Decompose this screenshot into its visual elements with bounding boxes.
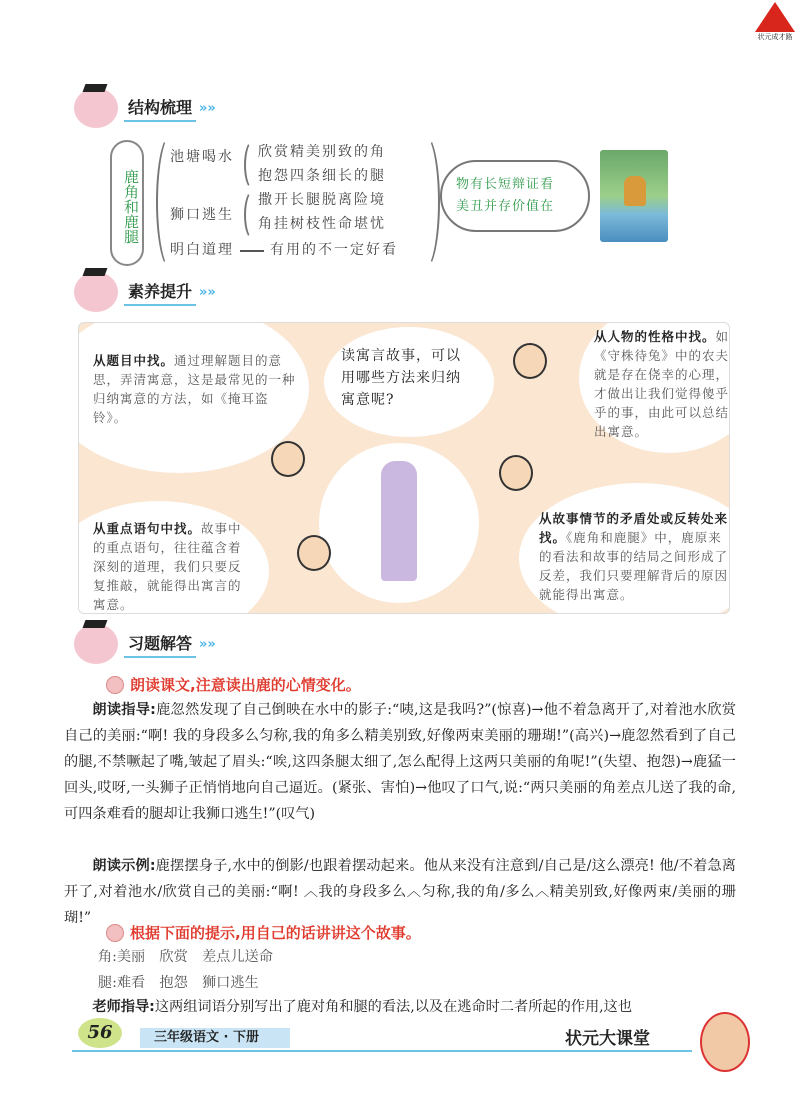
teacher-guide: 老师指导:这两组词语分别写出了鹿对角和腿的看法,以及在逃命时二者所起的作用,这也: [92, 999, 633, 1015]
question-text: 根据下面的提示,用自己的话讲讲这个故事。: [130, 924, 421, 942]
right-brace: [410, 134, 440, 270]
question-text: 朗读课文,注意读出鹿的心情变化。: [130, 676, 361, 694]
chevrons-icon: »»: [199, 284, 216, 300]
question-number-2-icon: [106, 924, 124, 942]
center-question: 读寓言故事，可以用哪些方法来归纳寓意呢?: [341, 348, 461, 408]
page-number: 56: [78, 1018, 122, 1048]
row-label: 明白道理: [170, 242, 234, 258]
boy-avatar: [297, 535, 331, 571]
summary-line: 物有长短辩证看: [456, 177, 555, 192]
footer-rule: [72, 1050, 692, 1052]
section-title: 习题解答: [124, 631, 196, 658]
tip-character: 从人物的性格中找。如《守株待兔》中的农夫就是存在侥幸的心理，才做出让我们觉得傻乎乎的事，由此可以总结出寓意。: [594, 329, 730, 439]
row-item: 有用的不一定好看: [270, 242, 398, 258]
section-header-exercises: [74, 624, 216, 664]
reading-student-icon: [74, 88, 118, 128]
row-item: 角挂树枝性命堪忧: [258, 216, 386, 232]
hint-legs: 腿:难看 抱怨 狮口逃生: [97, 975, 259, 991]
girl-avatar: [271, 441, 305, 477]
row-item: 欣赏精美别致的角: [258, 144, 386, 160]
girl-pigtails-avatar: [499, 455, 533, 491]
deer-illustration: [600, 150, 668, 242]
boy-hat-avatar: [513, 343, 547, 379]
section-header-structure: [74, 88, 216, 128]
brand-name: 状元大课堂: [565, 1029, 650, 1049]
chevrons-icon: »»: [199, 636, 216, 652]
tip-key-sentences: 从重点语句中找。故事中的重点语句，往往蕴含着深刻的道理，我们只要反复推敲，就能得出寓言的寓意。: [93, 521, 242, 612]
section-title: 结构梳理: [124, 95, 196, 122]
tips-panel: [78, 322, 730, 614]
question-number-1-icon: [106, 676, 124, 694]
row-item: 撒开长腿脱离险境: [258, 192, 386, 208]
question-2: [106, 922, 421, 943]
dash: [240, 250, 264, 252]
graduate-student-icon: [74, 624, 118, 664]
teacher-figure: [381, 461, 417, 581]
hint-horn: 角:美丽 欣赏 差点儿送命: [97, 949, 273, 965]
row-label: 狮口逃生: [170, 207, 234, 223]
row-label: 池塘喝水: [170, 149, 234, 165]
row-item: 抱怨四条细长的腿: [258, 168, 386, 184]
summary-line: 美丑并存价值在: [456, 199, 555, 214]
mascot-icon: [700, 1012, 750, 1072]
reading-guide: 朗读指导:鹿忽然发现了自己倒映在水中的影子:“咦,这是我吗?”(惊喜)→他不着急离开了,对着池水欣赏自己的美丽:“啊! 我的身段多么匀称,我的角多么精美别致,好像两束美丽的珊瑚!”(高兴)→鹿忽然看到了自己的腿,不禁噘起了嘴,皱起了眉头:“唉,这四条腿太细了,怎么配得上这两只美丽的角呢!”(失望、抱怨)→鹿猛一回头,哎呀,一头狮子正悄悄地向自己逼近。(紧张、害怕)→他叹了口气,说:“两只美丽的角差点儿送了我的命,可四条难看的腿却让我狮口逃生!”(叹气): [64, 702, 736, 822]
book-title: 三年级语文 · 下册: [140, 1028, 290, 1048]
question-1: [106, 674, 361, 695]
girl-student-icon: [74, 272, 118, 312]
section-title: 素养提升: [124, 279, 196, 306]
summary-cloud: [440, 160, 590, 232]
tip-plot: 从故事情节的矛盾处或反转处来找。《鹿角和鹿腿》中，鹿原来的看法和故事的结局之间形成了反差，我们只要理解背后的原因就能得出寓意。: [539, 511, 729, 602]
publisher-logo: 状元成才路: [752, 2, 798, 46]
topic-title: 鹿角和鹿腿: [110, 140, 144, 266]
chevrons-icon: »»: [199, 100, 216, 116]
reading-example: 朗读示例:鹿摆摆身子,水中的倒影/也跟着摆动起来。他从来没有注意到/自己是/这么漂亮! 他/不着急离开了,对着池水/欣赏自己的美丽:“啊! ︿我的身段多么︿匀称,我的角/多么︿精美别致,好像两束/美丽的珊瑚!”: [64, 858, 736, 926]
tip-title: 从题目中找。通过理解题目的意思，弄清寓意，这是最常见的一种归纳寓意的方法，如《掩耳盗铃》。: [93, 353, 296, 425]
section-header-literacy: [74, 272, 216, 312]
